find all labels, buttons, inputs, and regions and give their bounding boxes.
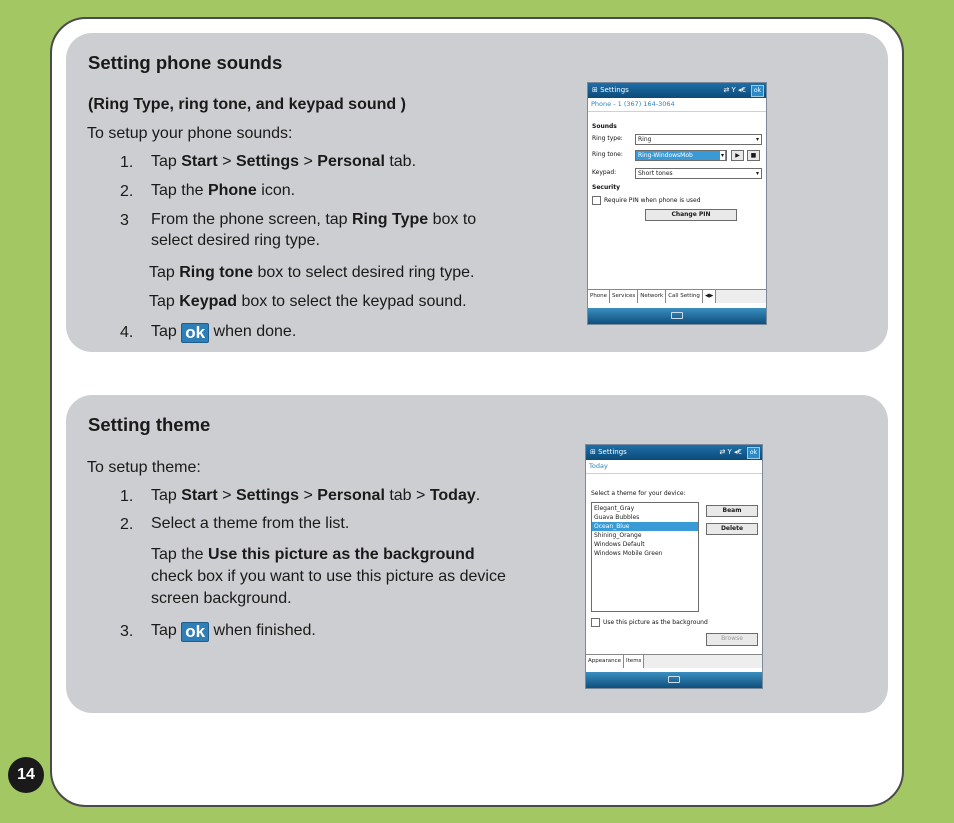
ring-type-dropdown[interactable]: Ring ▾ [635, 134, 762, 145]
screen-title: Settings [600, 86, 629, 94]
change-pin-button[interactable]: Change PIN [645, 209, 737, 221]
use-picture-label: Use this picture as the background [603, 619, 708, 626]
play-button[interactable]: ▶ [731, 150, 744, 161]
today-settings-screenshot [585, 444, 763, 689]
ring-type-label: Ring type: [592, 135, 623, 142]
require-pin-label: Require PIN when phone is used [604, 197, 701, 204]
use-picture-text: Tap the Use this picture as the background [151, 546, 475, 563]
section-title: Setting phone sounds [88, 52, 283, 73]
intro-text: To setup your phone sounds: [87, 125, 293, 142]
stop-button[interactable]: ■ [747, 150, 760, 161]
keyboard-icon[interactable] [668, 676, 680, 683]
title-bar [588, 83, 766, 98]
step-number: 4. [120, 324, 134, 341]
use-picture-text-cont: check box if you want to use this picture as device [151, 568, 506, 585]
keypad-dropdown[interactable]: Short tones ▾ [635, 168, 762, 179]
step-2-text: Tap the Phone icon. [151, 182, 296, 199]
step-3-text-cont: select desired ring type. [151, 232, 320, 249]
use-picture-text-cont: screen background. [151, 590, 292, 607]
screen-title: Settings [598, 448, 627, 456]
keypad-label: Keypad: [592, 169, 617, 176]
step-1-text: Tap Start > Settings > Personal tab > Today. [151, 487, 481, 504]
tab-call-setting[interactable]: Call Setting [666, 290, 703, 303]
step-number: 1. [120, 154, 134, 171]
theme-item[interactable]: Windows Default [594, 541, 645, 548]
ok-button-image: ok [181, 323, 209, 343]
keypad-text: Tap Keypad box to select the keypad sound. [149, 293, 467, 310]
step-3-text: From the phone screen, tap Ring Type box to [151, 211, 477, 228]
theme-item-selected[interactable]: Ocean_Blue [592, 522, 698, 531]
windows-logo-icon: ⊞ [590, 448, 596, 456]
theme-item[interactable]: Elegant_Gray [594, 505, 635, 512]
ok-button[interactable]: ok [747, 447, 760, 459]
ring-tone-label: Ring tone: [592, 151, 623, 158]
step-number: 1. [120, 488, 134, 505]
step-2-text: Select a theme from the list. [151, 515, 350, 532]
theme-item[interactable]: Guava Bubbles [594, 514, 640, 521]
keyboard-icon[interactable] [671, 312, 683, 319]
step-number: 2. [120, 183, 134, 200]
status-icons: ⇄ Y ◂€ [723, 86, 746, 94]
tab-network[interactable]: Network [638, 290, 666, 303]
select-theme-label: Select a theme for your device: [591, 490, 686, 497]
step-number: 3. [120, 623, 134, 640]
status-icons: ⇄ Y ◂€ [719, 448, 742, 456]
dropdown-arrow-icon: ▾ [755, 170, 759, 177]
phone-settings-screenshot [587, 82, 767, 325]
theme-item[interactable]: Shining_Orange [594, 532, 642, 539]
tab-bar [586, 654, 762, 668]
step-number: 2. [120, 516, 134, 533]
step-3-text: Tap ok when finished. [151, 622, 316, 641]
theme-item[interactable]: Windows Mobile Green [594, 550, 663, 557]
screen-header: Phone - 1 (367) 164-3064 [588, 98, 766, 112]
ring-tone-text: Tap Ring tone box to select desired ring type. [149, 264, 475, 281]
sounds-heading: Sounds [592, 123, 617, 130]
step-number: 3 [120, 212, 129, 229]
step-1-text: Tap Start > Settings > Personal tab. [151, 153, 417, 170]
browse-button[interactable]: Browse [706, 633, 758, 646]
soft-key-bar [586, 672, 762, 688]
title-bar [586, 445, 762, 460]
ok-button[interactable]: ok [751, 85, 764, 97]
soft-key-bar [588, 308, 766, 324]
dropdown-arrow-icon: ▾ [720, 152, 724, 159]
beam-button[interactable]: Beam [706, 505, 758, 517]
page-number: 14 [8, 757, 44, 793]
section-subtitle: (Ring Type, ring tone, and keypad sound ) [88, 96, 406, 113]
section-title: Setting theme [88, 414, 211, 435]
ok-button-image: ok [181, 622, 209, 642]
tab-phone[interactable]: Phone [588, 290, 610, 303]
delete-button[interactable]: Delete [706, 523, 758, 535]
tab-scroll-arrows-icon[interactable]: ◀▶ [703, 290, 716, 303]
theme-list[interactable] [591, 502, 699, 612]
security-heading: Security [592, 184, 621, 191]
theme-panel [66, 395, 888, 713]
ring-tone-dropdown[interactable]: Ring-WindowsMob ▾ [635, 150, 727, 161]
step-4-text: Tap ok when done. [151, 323, 297, 342]
windows-logo-icon: ⊞ [592, 86, 598, 94]
tab-services[interactable]: Services [610, 290, 638, 303]
tab-appearance[interactable]: Appearance [586, 655, 624, 668]
dropdown-arrow-icon: ▾ [755, 136, 759, 143]
use-picture-checkbox[interactable] [591, 618, 600, 627]
tab-bar [588, 289, 766, 303]
screen-header: Today [586, 460, 762, 474]
intro-text: To setup theme: [87, 459, 201, 476]
require-pin-checkbox[interactable] [592, 196, 601, 205]
tab-items[interactable]: Items [624, 655, 644, 668]
